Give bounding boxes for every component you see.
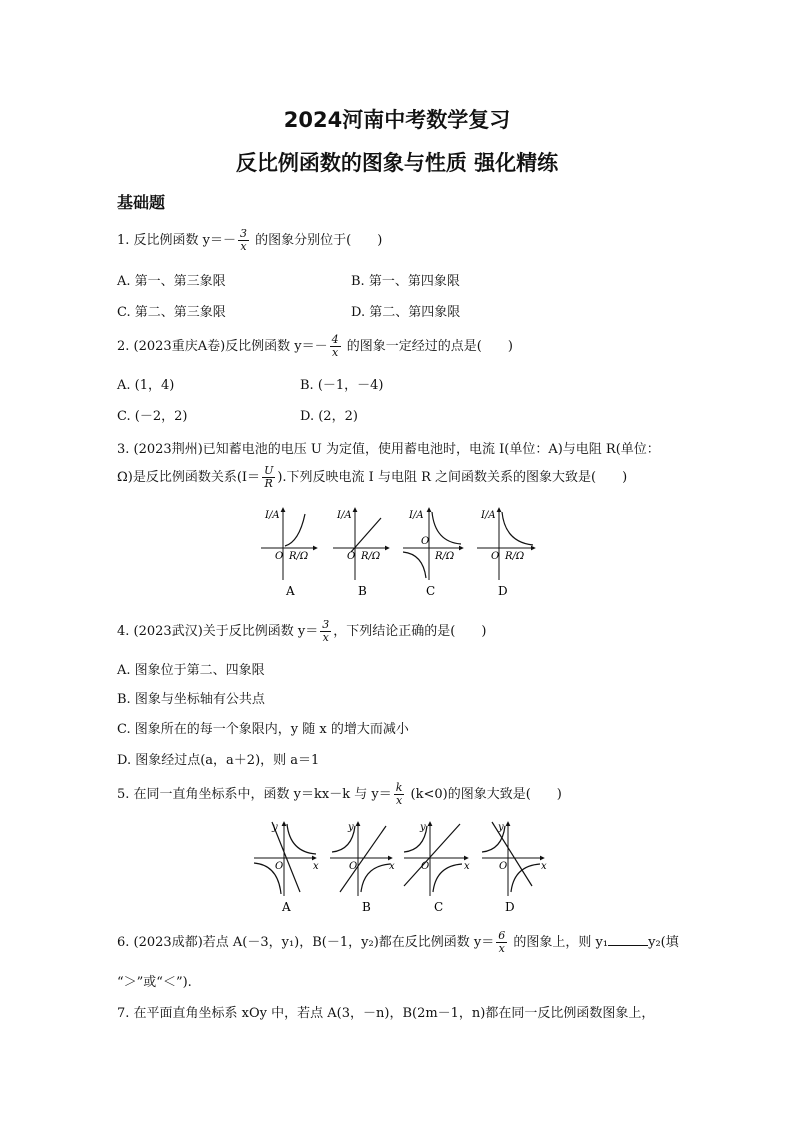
q1-option-b: B. 第一、第四象限 — [351, 274, 460, 289]
q2-option-b: B. (－1，－4) — [300, 378, 384, 393]
q3-c-letter: C — [426, 584, 436, 598]
q3-a-letter: A — [286, 584, 295, 598]
q7-stem-line-1: 7. 在平面直角坐标系 xOy 中，若点 A(3，－n)，B(2m－1，n)都在同一反比例函数图象上， — [117, 1006, 655, 1021]
q3-graph-a — [261, 508, 317, 598]
q5-c-ylabel: y — [420, 822, 426, 833]
q3-b-letter: B — [358, 584, 367, 598]
q2-option-a: A. (1，4) — [117, 378, 175, 393]
q5-b-letter: B — [362, 900, 371, 914]
q2-stem: 2. (2023重庆A卷)反比例函数 y＝－ $\frac{4}{x}$ 的图象一定经过的点是( ) — [117, 333, 513, 359]
q3-fraction: $\frac{U}{R}$ — [264, 464, 274, 490]
q5-graph-b — [330, 822, 395, 914]
q3-d-ylabel: I/A — [481, 510, 496, 521]
q5-d-xlabel: x — [541, 861, 547, 872]
q6-stem-line-2: “＞”或“＜”). — [117, 975, 192, 990]
q5-graph-d — [482, 822, 547, 914]
q5-d-ylabel: y — [498, 822, 504, 833]
q4-fraction: $\frac{3}{x}$ — [322, 618, 330, 644]
q4-option-c: C. 图象所在的每一个象限内，y 随 x 的增大而减小 — [117, 722, 409, 737]
q3-graph-b — [333, 508, 389, 598]
q4-option-b: B. 图象与坐标轴有公共点 — [117, 692, 265, 707]
q1-option-c: C. 第二、第三象限 — [117, 305, 226, 320]
q5-a-xlabel: x — [313, 861, 319, 872]
q3-c-origin: O — [421, 536, 430, 547]
q5-graphs — [250, 818, 550, 916]
q5-graph-a — [254, 822, 319, 914]
q5-stem: 5. 在同一直角坐标系中，函数 y＝kx－k 与 y＝ $\frac{k}{x}$ (k<0)的图象大致是( ) — [117, 781, 562, 807]
section-heading: 基础题 — [117, 193, 166, 212]
q3-b-xlabel: R/Ω — [361, 551, 381, 562]
q5-d-origin: O — [499, 861, 508, 872]
q3-graph-c — [403, 508, 463, 598]
q2-fraction: $\frac{4}{x}$ — [331, 333, 339, 359]
q5-c-origin: O — [421, 861, 430, 872]
q3-stem-line-1: 3. (2023荆州)已知蓄电池的电压 U 为定值，使用蓄电池时，电流 I(单位：A)与电阻 R(单位： — [117, 442, 660, 457]
q5-b-origin: O — [349, 861, 358, 872]
q3-a-origin: O — [275, 551, 284, 562]
q3-b-origin: O — [347, 551, 356, 562]
q4-stem: 4. (2023武汉)关于反比例函数 y＝ $\frac{3}{x}$ ，下列结论正确的是( ) — [117, 618, 487, 644]
q5-a-ylabel: y — [272, 822, 278, 833]
q3-a-xlabel: R/Ω — [289, 551, 309, 562]
q3-d-letter: D — [498, 584, 508, 598]
q3-graph-d — [477, 508, 535, 598]
q5-a-letter: A — [282, 900, 291, 914]
q6-stem: 6. (2023成都)若点 A(－3，y₁)，B(－1，y₂)都在反比例函数 y＝ $\frac{6}{x}$ 的图象上，则 y₁ y₂(填 — [117, 929, 679, 955]
q3-a-ylabel: I/A — [265, 510, 280, 521]
q3-stem-line-2: Ω)是反比例函数关系(I＝ $\frac{U}{R}$ ).下列反映电流 I 与电阻 R 之间函数关系的图象大致是( ) — [117, 464, 628, 490]
q5-d-letter: D — [505, 900, 515, 914]
q4-option-a: A. 图象位于第二、四象限 — [117, 663, 265, 678]
q2-option-c: C. (－2，2) — [117, 409, 188, 424]
q5-b-ylabel: y — [348, 822, 354, 833]
q5-b-xlabel: x — [389, 861, 395, 872]
q5-c-letter: C — [434, 900, 444, 914]
title-line-1: 2024河南中考数学复习 — [283, 108, 511, 132]
q3-c-ylabel: I/A — [409, 510, 424, 521]
q5-a-origin: O — [275, 861, 284, 872]
q5-fraction: $\frac{k}{x}$ — [395, 781, 403, 807]
title-line-2: 反比例函数的图象与性质 强化精练 — [235, 151, 559, 175]
q1-stem: 1. 反比例函数 y＝－ $\frac{3}{x}$ 的图象分别位于( ) — [117, 227, 383, 253]
q1-option-d: D. 第二、第四象限 — [351, 305, 461, 320]
q3-b-ylabel: I/A — [337, 510, 352, 521]
q2-option-d: D. (2，2) — [300, 409, 358, 424]
q3-d-origin: O — [491, 551, 500, 562]
q6-answer-blank[interactable] — [608, 935, 648, 946]
q5-c-xlabel: x — [464, 861, 470, 872]
q5-graph-c — [404, 822, 470, 914]
q3-c-xlabel: R/Ω — [435, 551, 455, 562]
q1-fraction: $\frac{3}{x}$ — [240, 227, 248, 253]
q3-graphs — [255, 504, 545, 600]
q6-fraction: $\frac{6}{x}$ — [498, 929, 506, 955]
q3-d-xlabel: R/Ω — [505, 551, 525, 562]
q4-option-d: D. 图象经过点(a，a＋2)，则 a＝1 — [117, 753, 320, 768]
q1-option-a: A. 第一、第三象限 — [117, 274, 226, 289]
